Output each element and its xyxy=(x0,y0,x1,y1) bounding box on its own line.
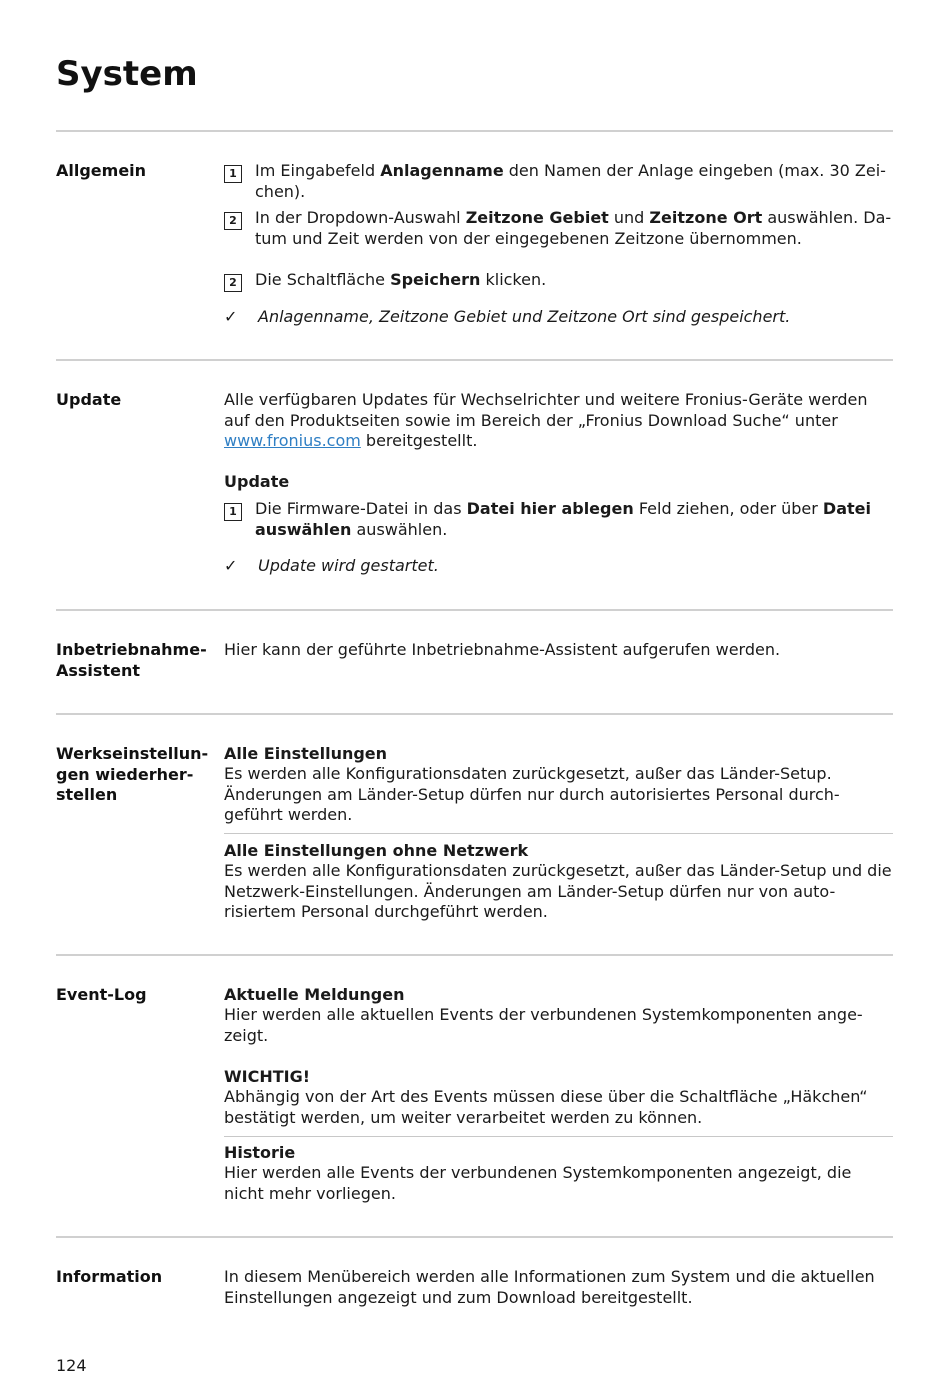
step-number: 1 xyxy=(224,503,242,521)
section-divider xyxy=(56,1236,893,1238)
fronius-link[interactable]: www.fronius.com xyxy=(224,431,361,450)
section-divider xyxy=(56,359,893,361)
section-label-allgemein: Allgemein xyxy=(56,161,147,180)
result-text: Update wird gestartet. xyxy=(258,556,439,575)
historie-heading: Historie xyxy=(224,1143,296,1162)
page-title: System xyxy=(56,54,198,94)
step-text: Die Firmware-Datei in das Datei hier ablegen Feld ziehen, oder über Datei auswählen auswählen. xyxy=(255,499,871,539)
update-sub-heading: Update xyxy=(224,472,290,491)
inbetriebnahme-text: Hier kann der geführte Inbetriebnahme-Assistent aufgerufen werden. xyxy=(224,640,781,659)
aktuelle-meldungen-text: Hier werden alle aktuellen Events der verbundenen Systemkomponenten ange-zeigt. xyxy=(224,1005,863,1045)
section-label-werkseinstellungen: Werkseinstellun-gen wiederher-stellen xyxy=(56,744,209,804)
checkmark-icon: ✓ xyxy=(224,556,238,575)
section-divider xyxy=(56,713,893,715)
sub-divider xyxy=(224,833,893,834)
information-text: In diesem Menübereich werden alle Informationen zum System und die aktuellen Einstellungen angezeigt und zum Download bereitgestellt. xyxy=(224,1267,875,1307)
page-number: 124 xyxy=(56,1356,87,1375)
step-number: 2 xyxy=(224,274,242,292)
section-divider xyxy=(56,130,893,132)
aktuelle-meldungen-heading: Aktuelle Meldungen xyxy=(224,985,405,1004)
historie-text: Hier werden alle Events der verbundenen Systemkomponenten angezeigt, die nicht mehr vorliegen. xyxy=(224,1163,852,1203)
step-text: In der Dropdown-Auswahl Zeitzone Gebiet und Zeitzone Ort auswählen. Da-tum und Zeit werden von der eingegebenen Zeitzone übernommen. xyxy=(255,208,892,248)
alle-einstellungen-text: Es werden alle Konfigurationsdaten zurückgesetzt, außer das Länder-Setup. Änderungen am Länder-Setup dürfen nur durch autorisiertes Personal durch-geführt werden. xyxy=(224,764,840,824)
section-label-eventlog: Event-Log xyxy=(56,985,147,1004)
sub-divider xyxy=(224,1136,893,1137)
step-number: 2 xyxy=(224,212,242,230)
section-label-information: Information xyxy=(56,1267,163,1286)
update-intro: Alle verfügbaren Updates für Wechselrichter und weitere Fronius-Geräte werden auf den Produktseiten sowie im Bereich der „Fronius Download Suche“ unter www.fronius.com bereitgestellt. xyxy=(224,390,868,450)
alle-einstellungen-heading: Alle Einstellungen xyxy=(224,744,388,763)
step-text: Im Eingabefeld Anlagenname den Namen der Anlage eingeben (max. 30 Zei-chen). xyxy=(255,161,886,201)
checkmark-icon: ✓ xyxy=(224,307,238,326)
ohne-netzwerk-heading: Alle Einstellungen ohne Netzwerk xyxy=(224,841,529,860)
section-divider xyxy=(56,954,893,956)
section-divider xyxy=(56,609,893,611)
step-number: 1 xyxy=(224,165,242,183)
wichtig-text: Abhängig von der Art des Events müssen diese über die Schaltfläche „Häkchen“ bestätigt werden, um weiter verarbeitet werden zu können. xyxy=(224,1087,868,1127)
wichtig-heading: WICHTIG! xyxy=(224,1067,311,1086)
section-label-update: Update xyxy=(56,390,122,409)
step-text: Die Schaltfläche Speichern klicken. xyxy=(255,270,547,289)
ohne-netzwerk-text: Es werden alle Konfigurationsdaten zurückgesetzt, außer das Länder-Setup und die Netzwerk-Einstellungen. Änderungen am Länder-Setup dürfen nur von auto-risiertem Personal durchgeführt werden. xyxy=(224,861,892,921)
section-label-inbetriebnahme: Inbetriebnahme-Assistent xyxy=(56,640,207,680)
result-text: Anlagenname, Zeitzone Gebiet und Zeitzone Ort sind gespeichert. xyxy=(258,307,791,326)
